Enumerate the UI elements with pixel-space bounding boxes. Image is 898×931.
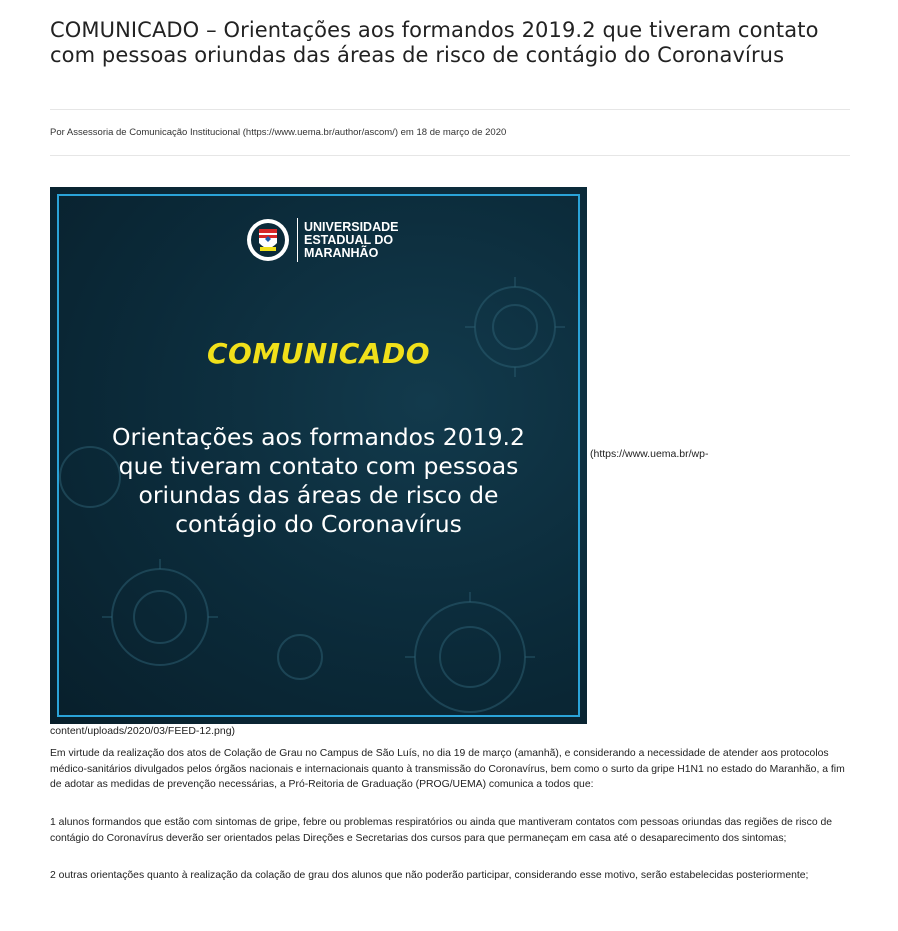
post-date: 18 de março de 2020 [416,127,507,138]
byline-prefix: Por [50,127,65,138]
body-paragraph: 1 alunos formandos que estão com sintomas de gripe, febre ou problemas respiratórios ou ainda que mantiveram contatos com pessoas oriundas das regiões de risco de contágio do Coronavírus deverão ser orientados pelas Direções e Secretarias dos cursos para que permaneçam em casa até o desaparecimento dos sintomas; [50,817,833,844]
date-prefix: em [400,127,414,138]
image-link-part1[interactable]: (https://www.uema.br/wp- [590,448,709,460]
author-link[interactable]: Assessoria de Comunicação Institucional [66,127,241,138]
image-subtitle: Orientações aos formandos 2019.2 que tiveram contato com pessoas oriundas das áreas de risco de contágio do Coronavírus [112,423,525,538]
image-heading: COMUNICADO [206,337,431,370]
feature-image[interactable] [50,187,587,724]
logo-separator [297,218,298,262]
body-paragraph: 2 outras orientações quanto à realização da colação de grau dos alunos que não poderão participar, considerando esse motivo, serão estabelecidas posteriormente; [50,870,809,881]
body-paragraph: Em virtude da realização dos atos de Colação de Grau no Campus de São Luís, no dia 19 de março (amanhã), e considerando a necessidade de atender aos protocolos médico-sanitários divulgados pelos órgãos nacionais e internacionais quanto à transmissão do Coronavírus, bem como o surto da gripe H1N1 no estado do Maranhão, a fim de adotar as medidas de prevenção necessárias, a Pró-Reitoria de Graduação (PROG/UEMA) comunica a todos que: [50,748,845,790]
university-seal-icon [245,217,291,263]
divider [50,155,850,156]
university-name: UNIVERSIDADE ESTADUAL DO MARANHÃO [304,219,399,260]
image-link-part2[interactable]: content/uploads/2020/03/FEED-12.png) [50,725,236,737]
post-meta [50,127,506,138]
university-logo [245,217,398,263]
divider [50,109,850,110]
author-url[interactable]: (https://www.uema.br/author/ascom/) [242,127,398,138]
post-title: COMUNICADO – Orientações aos formandos 2019.2 que tiveram contato com pessoas oriundas das áreas de risco de contágio do Coronavírus [50,18,819,67]
